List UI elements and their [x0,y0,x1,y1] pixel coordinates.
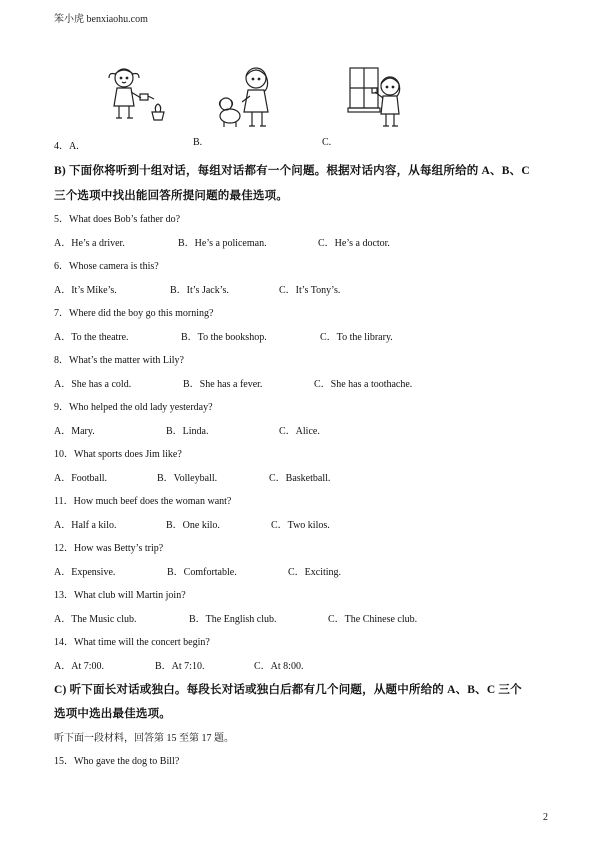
q10-option-c: C．Basketball. [269,473,331,484]
q12-option-b: B．Comfortable. [167,567,237,578]
section-b-instruction-line1: B) 下面你将听到十组对话，每组对话都有一个问题。根据对话内容，从每组所给的 A、B、C [54,165,530,177]
question-5: 5．What does Bob’s father do? [54,214,181,225]
section-c-instruction-line2: 选项中选出最佳选项。 [54,708,171,720]
q4-option-b-label: B. [193,137,203,148]
q12-option-a: A．Expensive. [54,567,116,578]
question-11: 11．How much beef does the woman want? [54,496,232,507]
question-15: 15．Who gave the dog to Bill? [54,756,180,767]
question-13: 13．What club will Martin join? [54,590,186,601]
q5-option-a: A．He’s a driver. [54,238,125,249]
q8-option-b: B．She has a fever. [183,379,263,390]
q11-option-a: A．Half a kilo. [54,520,117,531]
q7-option-c: C．To the library. [320,332,393,343]
question-10: 10．What sports does Jim like? [54,449,182,460]
q6-option-b: B．It’s Jack’s. [170,285,229,296]
q13-option-b: B．The English club. [189,614,277,625]
q5-option-b: B．He’s a policeman. [178,238,267,249]
question-7: 7．Where did the boy go this morning? [54,308,214,319]
question-8: 8．What’s the matter with Lily? [54,355,184,366]
q9-option-b: B．Linda. [166,426,209,437]
question-9: 9．Who helped the old lady yesterday? [54,402,213,413]
q8-option-c: C．She has a toothache. [314,379,413,390]
question-14: 14．What time will the concert begin? [54,637,210,648]
q13-option-a: A．The Music club. [54,614,137,625]
q10-option-a: A．Football. [54,473,108,484]
question-4-number: 4．A. [54,141,79,152]
q9-option-c: C．Alice. [279,426,320,437]
q14-option-c: C．At 8:00. [254,661,304,672]
q10-option-b: B．Volleyball. [157,473,218,484]
q13-option-c: C．The Chinese club. [328,614,418,625]
girl-watering-flowers-icon [100,62,170,132]
section-b-instruction-line2: 三个选项中找出能回答所提问题的最佳选项。 [54,190,288,202]
question-12: 12．How was Betty’s trip? [54,543,164,554]
q6-option-c: C．It’s Tony’s. [279,285,341,296]
q4-option-c-label: C. [322,137,332,148]
site-header: 笨小虎 benxiaohu.com [54,14,148,25]
section-c-instruction-line1: C) 听下面长对话或独白。每段长对话或独白后都有几个问题，从题中所给的 A、B、C 三个 [54,684,522,696]
q7-option-b: B．To the bookshop. [181,332,267,343]
q11-option-b: B．One kilo. [166,520,220,531]
q6-option-a: A．It’s Mike’s. [54,285,117,296]
q7-option-a: A．To the theatre. [54,332,129,343]
q9-option-a: A．Mary. [54,426,95,437]
q14-option-b: B．At 7:10. [155,661,205,672]
q5-option-c: C．He’s a doctor. [318,238,390,249]
girl-feeding-dog-icon [212,62,284,134]
girl-cleaning-window-icon [346,62,408,134]
page-number: 2 [543,812,548,823]
q8-option-a: A．She has a cold. [54,379,132,390]
q14-option-a: A．At 7:00. [54,661,104,672]
q12-option-c: C．Exciting. [288,567,342,578]
q11-option-c: C．Two kilos. [271,520,330,531]
question-6: 6．Whose camera is this? [54,261,159,272]
listening-material-instruction: 听下面一段材料，回答第 15 至第 17 题。 [54,733,234,744]
